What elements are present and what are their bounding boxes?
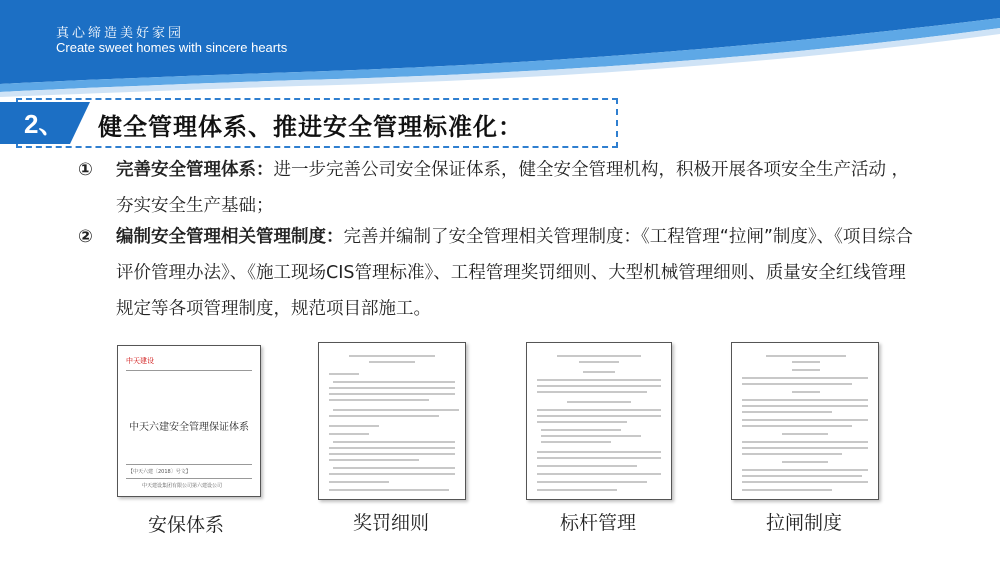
document-thumbnail-cover (117, 345, 261, 497)
section-number: 2、 (24, 109, 65, 139)
document-caption: 奖罚细则 (352, 512, 429, 534)
item-marker: ① (78, 160, 93, 180)
document-caption: 拉闸制度 (765, 512, 842, 534)
header-banner (0, 0, 1000, 100)
item-content (116, 219, 916, 327)
document-cover-note: 【中天六建〔2018〕号文】 (128, 469, 191, 475)
item-content (116, 152, 916, 224)
item-text: 完善并编制了安全管理相关管理制度：《工程管理“拉闸”制度》、《项目综合评价管理办法》、《施工现场CIS管理标准》、工程管理奖罚细则、大型机械管理细则、质量安全红线管理规定等各项管理制度，规范项目部施工。 (116, 227, 913, 319)
item-text: 进一步完善公司安全保证体系，健全安全管理机构，积极开展各项安全生产活动 ，夯实安全生产基础； (116, 160, 910, 216)
item-heading: 完善安全管理体系： (116, 160, 274, 180)
item-marker: ② (78, 227, 93, 247)
document-thumbnail-text-page (526, 342, 672, 500)
list-item (78, 219, 918, 329)
document-cover-issuer: 中天建设集团有限公司第六建设公司 (142, 483, 223, 489)
document-cover-title: 中天六建安全管理保证体系 (129, 422, 249, 433)
item-heading: 编制安全管理相关管理制度： (116, 227, 344, 247)
document-caption: 标杆管理 (559, 512, 636, 534)
document-thumbnail-text-page (318, 342, 466, 500)
tagline-chinese: 真心缔造美好家园 (56, 26, 185, 41)
company-logo: 中天建设 (126, 357, 154, 365)
list-item (78, 152, 918, 224)
tagline-english: Create sweet homes with sincere hearts (56, 40, 288, 55)
document-thumbnail-text-page (731, 342, 879, 500)
document-caption: 安保体系 (147, 514, 224, 536)
section-title: 健全管理体系、推进安全管理标准化： (98, 113, 523, 141)
